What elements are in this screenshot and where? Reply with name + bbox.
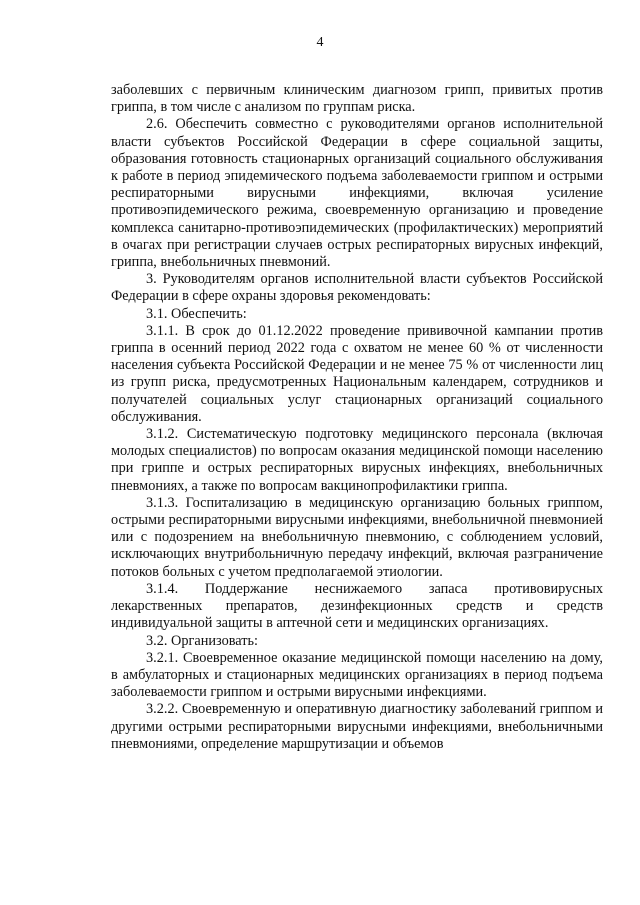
paragraph-3-2-2: 3.2.2. Своевременную и оперативную диагностику заболеваний гриппом и другими острыми респираторными вирусными инфекциями, внебольничными пневмониями, определение маршрутизации и объемов (111, 701, 603, 752)
paragraph-3-1: 3.1. Обеспечить: (146, 305, 247, 322)
paragraph-3: 3. Руководителям органов исполнительной власти субъектов Российской Федерации в сфере охраны здоровья рекомендовать: (111, 271, 603, 305)
paragraph-2-6: 2.6. Обеспечить совместно с руководителями органов исполнительной власти субъектов Российской Федерации в сфере социальной защиты, образования готовность стационарных организаций социального обслуживания к работе в период эпидемического подъема заболеваемости гриппом и острыми респираторными вирусными инфекциями, включая усиление противоэпидемического режима, своевременную организацию и проведение комплекса санитарно-противоэпидемических (профилактических) мероприятий в очагах при регистрации случаев острых респираторных вирусных инфекций, гриппа, внебольничных пневмоний. (111, 116, 603, 271)
paragraph-3-1-2: 3.1.2. Систематическую подготовку медицинского персонала (включая молодых специалистов) по вопросам оказания медицинской помощи населению при гриппе и острых респираторных вирусных инфекциях, внебольничных пневмониях, а также по вопросам вакцинопрофилактики гриппа. (111, 426, 603, 494)
paragraph-3-1-4: 3.1.4. Поддержание неснижаемого запаса противовирусных лекарственных препаратов, дезинфекционных средств и средств индивидуальной защиты в аптечной сети и медицинских организациях. (111, 580, 603, 632)
paragraph-3-1-3: 3.1.3. Госпитализацию в медицинскую организацию больных гриппом, острыми респираторными вирусными инфекциями, внебольничной пневмонией или с подозрением на внебольничную пневмонию, с соблюдением условий, исключающих внутрибольничную передачу инфекций, включая разграничение потоков больных с учетом предполагаемой этиологии. (111, 494, 603, 580)
paragraph-3-2: 3.2. Организовать: (146, 632, 258, 649)
paragraph-3-1-1: 3.1.1. В срок до 01.12.2022 проведение прививочной кампании против гриппа в осенний период 2022 года с охватом не менее 60 % от численности населения субъекта Российской Федерации и не менее 75 % от численности лиц из групп риска, предусмотренных Национальным календарем, сотрудников и получателей социальных услуг стационарных организаций социального обслуживания. (111, 322, 603, 425)
paragraph-continuation: заболевших с первичным клиническим диагнозом грипп, привитых против гриппа, в том числе с анализом по группам риска. (111, 82, 603, 116)
document-body (111, 82, 603, 753)
paragraph-3-2-1: 3.2.1. Своевременное оказание медицинской помощи населению на дому, в амбулаторных и стационарных медицинских организациях в период подъема заболеваемости гриппом и острыми вирусными инфекциями. (111, 649, 603, 701)
page-number: 4 (316, 35, 324, 50)
